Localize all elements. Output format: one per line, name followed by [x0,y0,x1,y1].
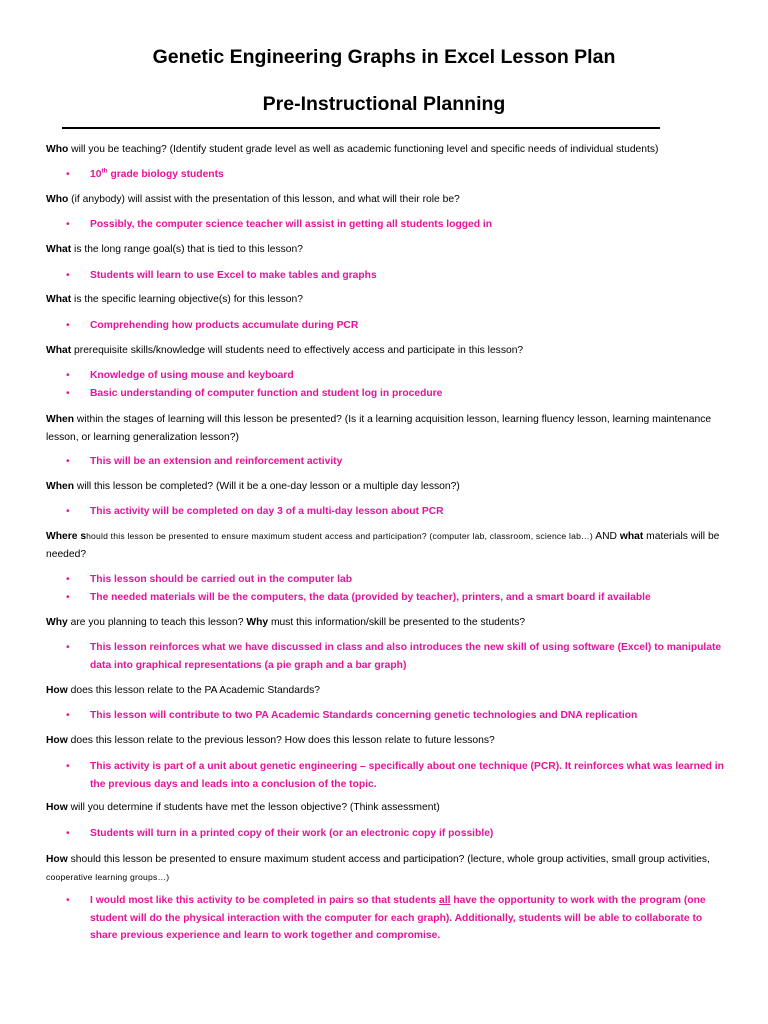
question-pa-standards: How does this lesson relate to the PA Academic Standards? [46,685,320,696]
question-presentation-method: How should this lesson be presented to ensure maximum student access and participation? (lecture, whole group activities, small group activities, cooperative learning groups…) [46,854,710,882]
question-learning-objective: What is the specific learning objective(s) for this lesson? [46,294,303,305]
answer-who-teaching: • 10th grade biology students [90,166,726,184]
question-who-teaching: Who will you be teaching? (Identify student grade level as well as academic functioning level and specific needs of individual students) [46,144,659,155]
answer-where-presented-2: • The needed materials will be the computers, the data (provided by teacher), printers, and a smart board if available [90,589,726,607]
question-related-lessons: How does this lesson relate to the previous lesson? How does this lesson relate to future lessons? [46,735,495,746]
answer-assessment: • Students will turn in a printed copy of their work (or an electronic copy if possible) [90,825,726,843]
section-title: Pre-Instructional Planning [262,93,506,115]
document-title: Genetic Engineering Graphs in Excel Lesson Plan [152,46,616,68]
answer-long-range-goal: • Students will learn to use Excel to make tables and graphs [90,267,726,285]
question-stage-of-learning: When within the stages of learning will this lesson be presented? (Is it a learning acquisition lesson, learning fluency lesson, learning maintenance lesson, or learning generalization lesson?) [46,414,712,443]
divider-rule [62,127,660,129]
question-long-range-goal: What is the long range goal(s) that is tied to this lesson? [46,244,303,255]
answer-learning-objective: • Comprehending how products accumulate during PCR [90,317,726,335]
question-where-presented: Where should this lesson be presented to ensure maximum student access and participation? (computer lab, classroom, science lab…) AND what materials will be needed? [46,531,720,560]
answer-prerequisite-skills-2: • Basic understanding of computer function and student log in procedure [90,385,726,403]
answer-why-teach: • This lesson reinforces what we have discussed in class and also introduces the new skill of using software (Excel) to manipulate data into graphical representations (a pie graph and a bar graph) [90,639,726,674]
answer-prerequisite-skills-1: • Knowledge of using mouse and keyboard [90,367,726,385]
question-who-assist: Who (if anybody) will assist with the presentation of this lesson, and what will their role be? [46,194,460,205]
answer-stage-of-learning: • This will be an extension and reinforcement activity [90,453,726,471]
question-assessment: How will you determine if students have met the lesson objective? (Think assessment) [46,802,440,813]
question-when-completed: When will this lesson be completed? (Will it be a one-day lesson or a multiple day lesson?) [46,481,460,492]
answer-who-assist: • Possibly, the computer science teacher will assist in getting all students logged in [90,216,726,234]
answer-when-completed: • This activity will be completed on day 3 of a multi-day lesson about PCR [90,503,726,521]
answer-pa-standards: • This lesson will contribute to two PA Academic Standards concerning genetic technologies and DNA replication [90,707,726,725]
answer-where-presented-1: • This lesson should be carried out in the computer lab [90,571,726,589]
question-prerequisite-skills: What prerequisite skills/knowledge will students need to effectively access and participate in this lesson? [46,345,524,356]
answer-related-lessons: • This activity is part of a unit about genetic engineering – specifically about one technique (PCR). It reinforces what was learned in the previous days and leads into a conclusion of the topic. [90,758,726,793]
question-why-teach: Why are you planning to teach this lesson? Why must this information/skill be presented to the students? [46,617,526,628]
answer-presentation-method: • I would most like this activity to be completed in pairs so that students all have the opportunity to work with the program (one student will do the physical interaction with the computer for each graph). Additionally, students will be able to collaborate to share previous experience and learn to work together and compromise. [90,892,726,945]
